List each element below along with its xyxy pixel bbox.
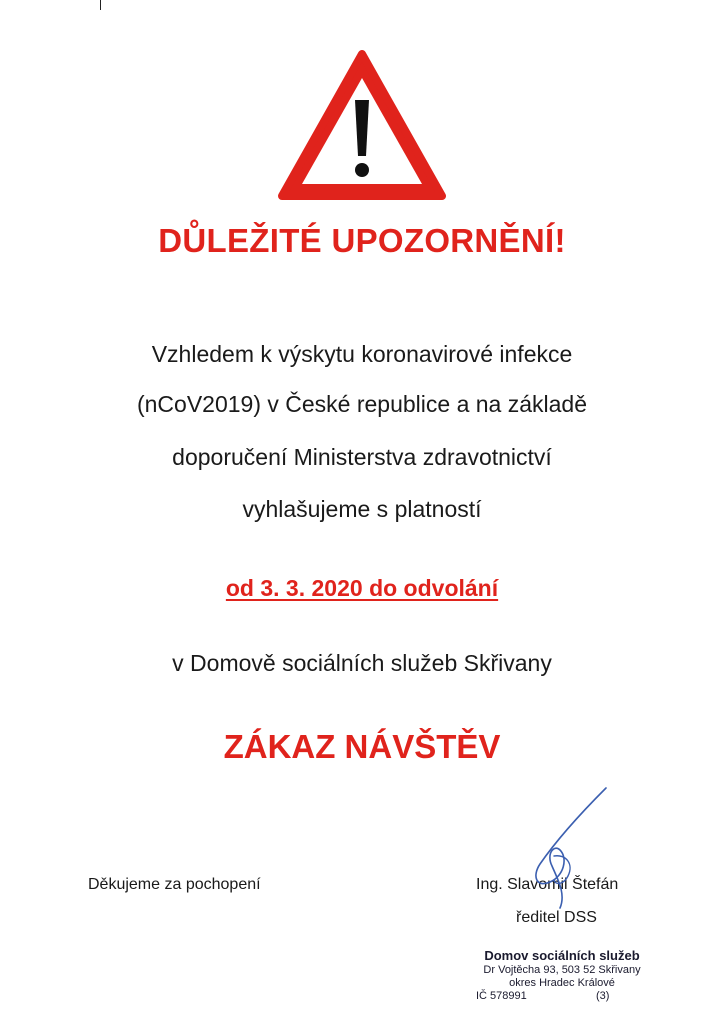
stamp-id-row (462, 990, 662, 1003)
visit-ban-heading: ZÁKAZ NÁVŠTĚV (223, 728, 501, 765)
warning-triangle-icon (276, 48, 448, 204)
notice-heading: DŮLEŽITÉ UPOZORNĚNÍ! (158, 222, 566, 259)
notice-line-4: vyhlašujeme s platností (242, 496, 482, 522)
thanks-text: Děkujeme za pochopení (88, 876, 261, 893)
stamp-district: okres Hradec Králové (509, 977, 615, 989)
notice-line-3: doporučení Ministerstva zdravotnictví (172, 444, 552, 470)
validity-period-wrap (0, 577, 724, 600)
stamp-ico: IČ 578991 (476, 990, 527, 1002)
notice-line-2: (nCoV2019) v České republice a na základě (136, 391, 588, 417)
handwritten-signature (510, 784, 610, 914)
location-line: v Domově sociálních služeb Skřivany (172, 650, 552, 676)
scan-edge-mark (100, 0, 101, 10)
signer-name: Ing. Slavomil Štefán (476, 876, 619, 893)
validity-period: od 3. 3. 2020 do odvolání (225, 575, 499, 601)
stamp-number: (3) (596, 990, 610, 1002)
institution-stamp (462, 948, 662, 1003)
stamp-address: Dr Vojtěcha 93, 503 52 Skřivany (483, 964, 641, 976)
notice-line-1: Vzhledem k výskytu koronavirové infekce (151, 341, 573, 367)
signer-role: ředitel DSS (516, 909, 597, 926)
stamp-title: Domov sociálních služeb (484, 948, 640, 963)
